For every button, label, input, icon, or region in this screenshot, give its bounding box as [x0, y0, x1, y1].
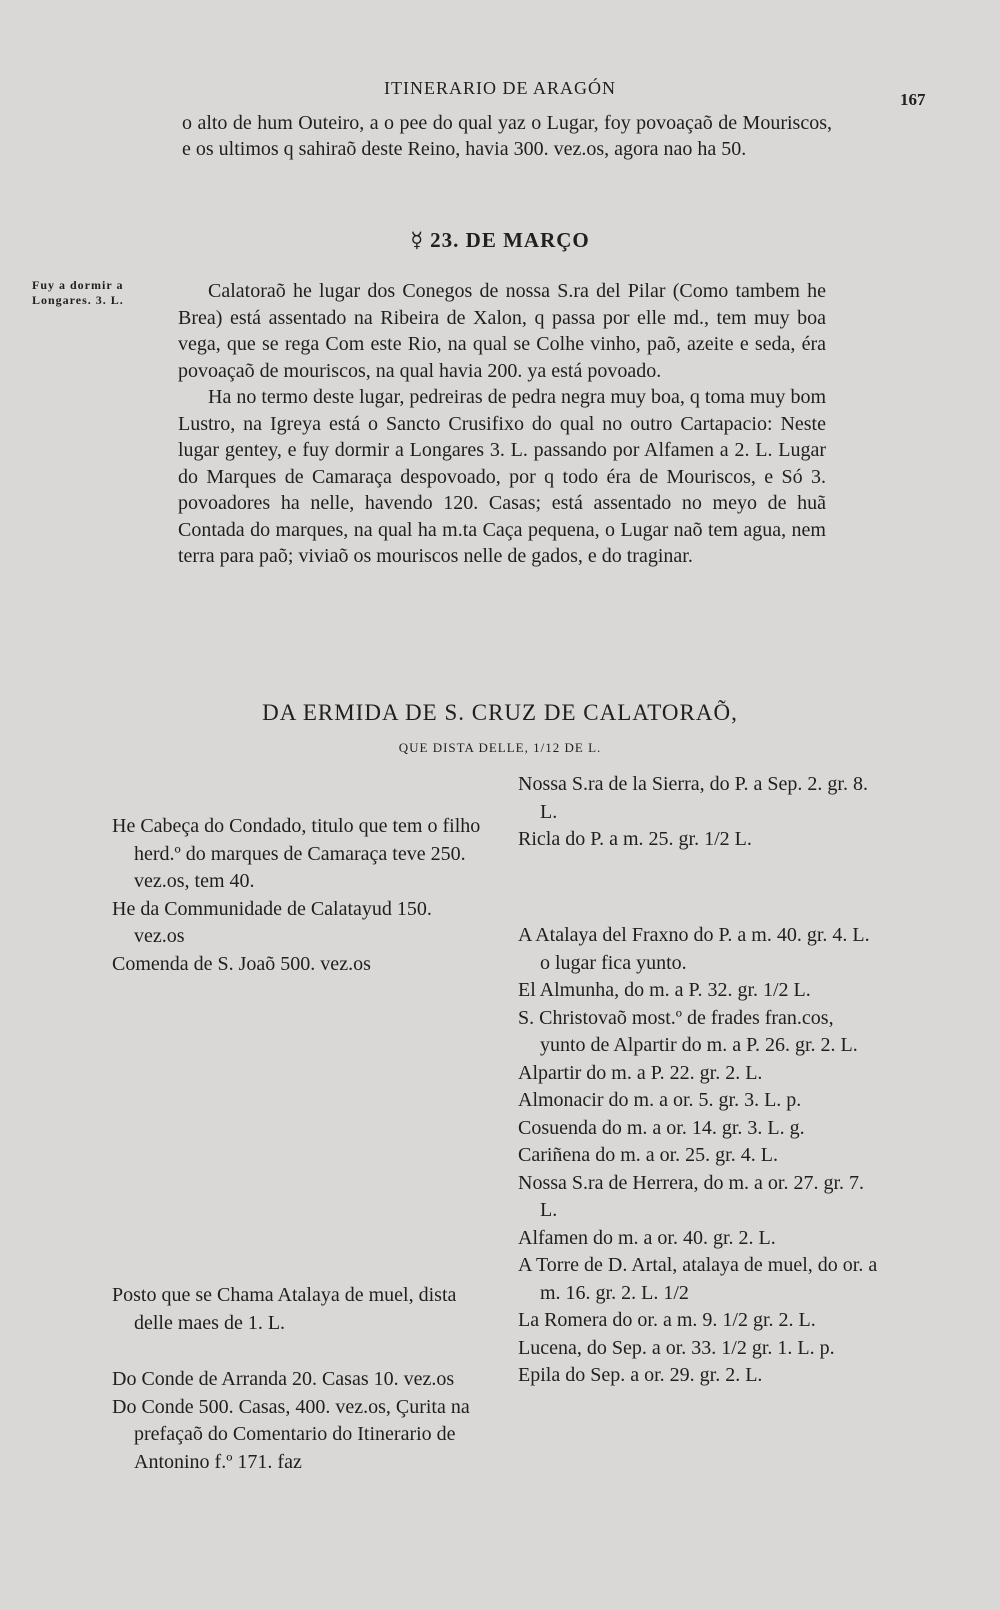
right-column-group-1 — [518, 771, 878, 854]
right-entry: Almonacir do m. a or. 5. gr. 3. L. p. — [518, 1089, 802, 1111]
section-subtitle: QUE DISTA DELLE, 1/12 DE L. — [398, 740, 602, 755]
right-column-group-2 — [518, 922, 878, 1390]
left-entry: He Cabeça do Condado, titulo que tem o filho herd.º do marques de Camaraça teve 250. vez.os, tem 40. — [112, 815, 481, 892]
date-heading — [0, 228, 1000, 253]
body-text — [178, 278, 826, 570]
right-entry: Cosuenda do m. a or. 14. gr. 3. L. g. — [518, 1116, 805, 1139]
body-paragraph: Ha no termo deste lugar, pedreiras de pedra negra muy boa, q toma muy bom Lustro, na Igreya está o Sancto Crusifixo do qual no outro Cartapacio: Neste lugar gentey, e fuy dormir a Longares 3. L. passando por Alfamen a 2. L. Lugar do Marques de Camaraça despovoado, por q todo éra de Mouriscos, e Só 3. povoadores ha nelle, havendo 120. Casas; está assentado no meyo de huã Contada do marques, na qual ha m.ta Caça pequena, o Lugar naõ tem agua, nem terra para paõ; viviaõ os mouriscos nelle de gados, e do traginar. — [178, 386, 826, 567]
running-head: ITINERARIO DE ARAGÓN — [384, 78, 616, 98]
section-title: DA ERMIDA DE S. CRUZ DE CALATORAÕ, — [262, 700, 738, 725]
right-entry: La Romera do or. a m. 9. 1/2 gr. 2. L. — [518, 1309, 816, 1331]
body-paragraph: Calatoraõ he lugar dos Conegos de nossa S.ra del Pilar (Como tambem he Brea) está assentado na Ribeira de Xalon, q passa por elle md., tem muy boa vega, que se rega Com este Rio, na qual se Colhe vinho, paõ, azeite e seda, éra povoaçaõ de mouriscos, na qual havia 200. ya está povoado. — [178, 280, 826, 382]
page-number: 167 — [900, 90, 926, 109]
right-entry: Ricla do P. a m. 25. gr. 1/2 L. — [518, 828, 752, 850]
right-entry: Cariñena do m. a or. 25. gr. 4. L. — [518, 1144, 778, 1166]
right-entry: S. Christovaõ most.º de frades fran.cos, yunto de Alpartir do m. a P. 26. gr. 2. L. — [518, 1006, 858, 1056]
right-entry: Alfamen do m. a or. 40. gr. 2. L. — [518, 1226, 776, 1249]
left-column-group-3 — [112, 1366, 482, 1476]
left-column-group-1 — [112, 813, 482, 978]
left-column-group-2 — [112, 1282, 482, 1337]
left-entry: Comenda de S. Joaõ 500. vez.os — [112, 952, 371, 975]
right-entry: Nossa S.ra de la Sierra, do P. a Sep. 2. gr. 8. L. — [518, 773, 868, 823]
left-entry: Posto que se Chama Atalaya de muel, dista delle maes de 1. L. — [112, 1284, 457, 1334]
left-entry: He da Communidade de Calatayud 150. vez.os — [112, 897, 432, 947]
right-entry: Alpartir do m. a P. 22. gr. 2. L. — [518, 1061, 763, 1084]
right-entry: Epila do Sep. a or. 29. gr. 2. L. — [518, 1364, 763, 1386]
right-entry: A Torre de D. Artal, atalaya de muel, do or. a m. 16. gr. 2. L. 1/2 — [518, 1254, 878, 1304]
intro-paragraph — [182, 110, 832, 162]
right-entry: El Almunha, do m. a P. 32. gr. 1/2 L. — [518, 979, 811, 1001]
left-entry: Do Conde 500. Casas, 400. vez.os, Çurita na prefaçaõ do Comentario do Itinerario de Antonino f.º 171. faz — [112, 1395, 470, 1473]
date-heading-text: 23. DE MARÇO — [430, 228, 590, 252]
right-entry: Nossa S.ra de Herrera, do m. a or. 27. gr. 7. L. — [518, 1171, 865, 1221]
right-entry: A Atalaya del Fraxno do P. a m. 40. gr. 4. L. o lugar fica yunto. — [518, 924, 870, 974]
left-entry: Do Conde de Arranda 20. Casas 10. vez.os — [112, 1368, 455, 1390]
margin-note: Fuy a dormir a Longares. 3. L. — [32, 278, 124, 307]
mercury-symbol-icon: ☿ — [410, 228, 425, 252]
intro-text: o alto de hum Outeiro, a o pee do qual yaz o Lugar, foy povoaçaõ de Mouriscos, e os ultimos q sahiraõ deste Reino, havia 300. vez.os, agora nao ha 50. — [182, 112, 832, 160]
right-entry: Lucena, do Sep. a or. 33. 1/2 gr. 1. L. p. — [518, 1336, 835, 1359]
